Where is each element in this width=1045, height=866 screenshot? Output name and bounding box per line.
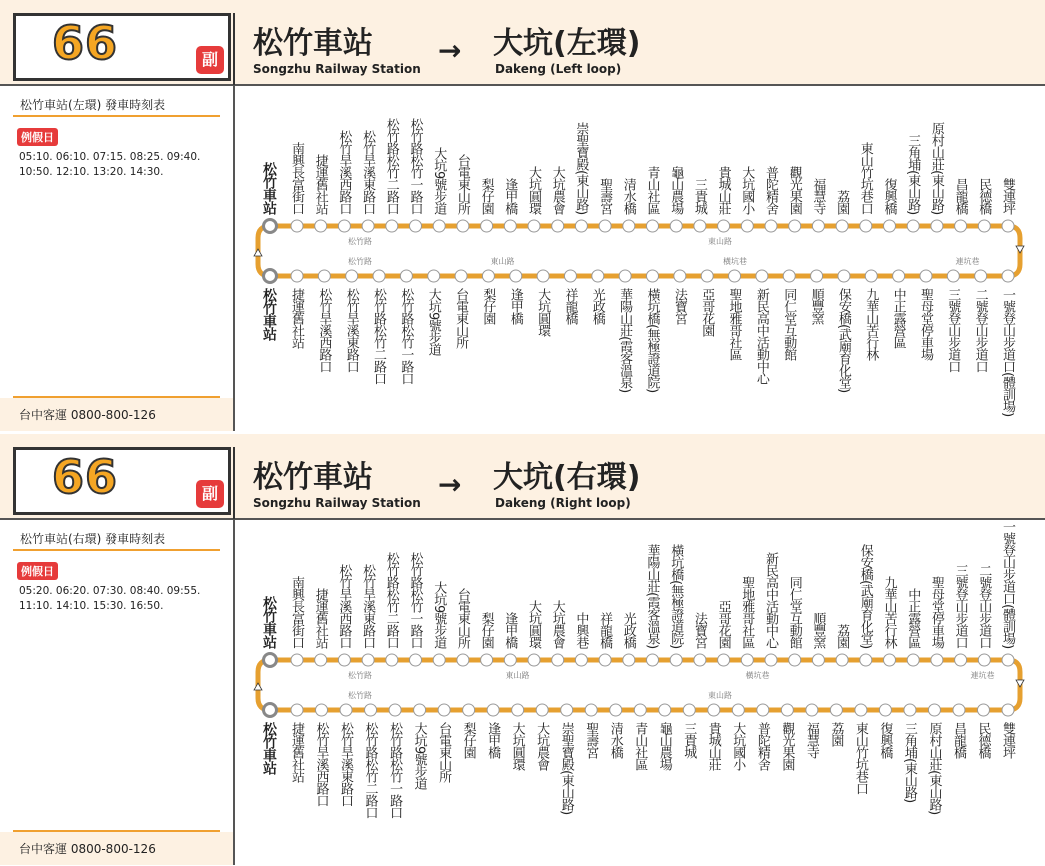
stop-marker	[634, 704, 646, 716]
stop-marker	[504, 654, 516, 666]
stop-marker	[836, 220, 848, 232]
destination-name-zh: 大坑(左環)	[493, 26, 641, 61]
stop-label: 一號登山步道口(體訓場)	[1000, 288, 1015, 417]
stop-label: 二號登山步道口	[972, 288, 988, 372]
stop-marker	[592, 270, 604, 282]
stop-marker	[338, 220, 350, 232]
stop-label: 松竹路松竹一路口	[387, 722, 403, 818]
stop-label: 法寶宮	[671, 288, 687, 324]
stop-marker	[893, 270, 905, 282]
stop-marker	[457, 220, 469, 232]
stop-label: 昌龍橋	[952, 178, 968, 214]
stop-marker	[457, 654, 469, 666]
stop-label: 華陽山莊(霞客溫泉)	[644, 543, 660, 648]
stop-marker	[765, 654, 777, 666]
stop-label: 松竹旱溪東路口	[343, 288, 359, 372]
stop-label: 聖壽宮	[583, 722, 599, 758]
stop-marker	[674, 270, 686, 282]
stop-label: 普陀精舍	[754, 722, 770, 770]
stop-label: 捷運舊社站	[312, 588, 328, 648]
stop-label: 大坑農會	[534, 722, 550, 770]
stop-label: 新民高中活動中心	[763, 552, 778, 648]
stop-label: 原村山莊(東山路)	[926, 722, 942, 815]
road-label: 橫坑巷	[723, 257, 747, 266]
stop-label: 松竹旱溪西路口	[336, 564, 352, 648]
stop-label: 亞哥花園	[699, 288, 715, 336]
stop-label: 華陽山莊(霞客溫泉)	[617, 288, 633, 393]
stop-marker	[811, 270, 823, 282]
stop-marker	[1002, 220, 1014, 232]
stop-marker	[575, 654, 587, 666]
stop-label: 民德橋	[976, 178, 992, 214]
sub-route-badge: 副	[196, 46, 224, 74]
road-label: 松竹路	[348, 237, 372, 246]
stop-marker	[512, 704, 524, 716]
stop-label: 祥龍橋	[562, 288, 578, 324]
stop-label: 福慧寺	[803, 722, 819, 758]
stop-label: 保安橋(武廟育化堂)	[835, 288, 851, 393]
stop-label: 貴城山莊	[705, 722, 721, 770]
stop-label: 二號登山步道口	[976, 564, 992, 648]
stop-marker	[694, 654, 706, 666]
direction-arrow-icon: →	[438, 468, 462, 501]
stop-label: 清水橋	[620, 178, 636, 214]
terminal-stop-label: 松竹車站	[261, 288, 277, 340]
stop-label: 中正露營區	[890, 288, 906, 348]
stop-label: 逢甲橋	[485, 722, 501, 758]
stop-marker	[947, 270, 959, 282]
stop-label: 祥龍橋	[597, 612, 613, 648]
stop-marker	[564, 270, 576, 282]
route-loop-line	[258, 226, 1020, 276]
stop-label: 龜山農場	[656, 722, 672, 770]
stop-marker	[920, 270, 932, 282]
operator-contact: 台中客運 0800-800-126	[19, 842, 156, 856]
stop-marker	[438, 704, 450, 716]
road-label: 東山路	[708, 237, 732, 246]
stop-marker	[781, 704, 793, 716]
route-number: 66	[52, 450, 119, 504]
road-label: 松竹路	[348, 671, 372, 680]
stop-label: 梨仔園	[460, 722, 476, 758]
stop-label: 逢甲橋	[502, 612, 518, 648]
stop-marker	[487, 704, 499, 716]
stop-marker	[812, 220, 824, 232]
stop-label: 昌龍橋	[950, 722, 966, 758]
stop-marker	[504, 220, 516, 232]
stop-marker	[365, 704, 377, 716]
stop-marker	[362, 654, 374, 666]
stop-label: 順豐窯	[810, 612, 826, 648]
stop-label: 青山社區	[644, 166, 660, 214]
stop-marker	[619, 270, 631, 282]
stop-label: 三貴城	[691, 178, 707, 214]
stop-marker	[647, 220, 659, 232]
stop-label: 松竹旱溪西路口	[313, 722, 329, 806]
stop-marker	[455, 270, 467, 282]
stop-label: 南興長富街口	[289, 576, 304, 648]
stop-marker	[884, 220, 896, 232]
stop-marker	[757, 704, 769, 716]
stop-marker	[884, 654, 896, 666]
stop-label: 三貴城	[681, 722, 697, 758]
stop-label: 梨仔園	[480, 288, 496, 324]
stop-label: 普陀精舍	[763, 166, 778, 214]
direction-arrow-icon: →	[438, 34, 462, 67]
stop-marker	[907, 220, 919, 232]
stop-marker	[955, 220, 967, 232]
departure-times-line: 10:50. 12:10. 13:20. 14:30.	[19, 166, 164, 178]
stop-label: 貴城山莊	[715, 166, 731, 214]
stop-marker	[433, 220, 445, 232]
stop-label: 松竹路松竹二路口	[383, 552, 399, 648]
holiday-badge: 例假日	[17, 128, 58, 146]
road-label: 東山路	[490, 257, 515, 266]
stop-label: 三號登山步道口	[952, 564, 968, 648]
stop-marker	[433, 654, 445, 666]
stop-label: 大坑9號步道	[431, 146, 447, 214]
stop-marker	[708, 704, 720, 716]
stop-label: 橫坑橋(無極證道院)	[668, 543, 684, 648]
stop-label: 新民高中活動中心	[753, 288, 769, 384]
direction-up-icon	[254, 249, 262, 256]
stop-marker	[291, 270, 303, 282]
stop-label: 荔園	[834, 190, 850, 214]
stop-marker	[386, 654, 398, 666]
stop-marker	[860, 220, 872, 232]
terminal-stop-marker	[264, 704, 277, 717]
stop-label: 九華山苦行林	[881, 576, 897, 648]
stop-label: 聖母堂停車場	[928, 576, 944, 648]
stop-marker	[647, 654, 659, 666]
stop-label: 雙連坪	[1000, 178, 1015, 214]
schedule-title: 松竹車站(右環) 發車時刻表	[20, 532, 166, 546]
stop-marker	[338, 654, 350, 666]
stop-label: 台電東山所	[454, 154, 470, 214]
stop-marker	[481, 654, 493, 666]
stop-marker	[855, 704, 867, 716]
stop-label: 松竹路松竹二路口	[371, 288, 387, 384]
stop-marker	[623, 654, 635, 666]
stop-marker	[789, 654, 801, 666]
stop-marker	[315, 654, 327, 666]
stop-marker	[414, 704, 426, 716]
stop-label: 松竹路松竹一路口	[398, 288, 414, 384]
stop-label: 一號登山步道口(體訓場)	[1000, 519, 1015, 648]
stop-marker	[931, 654, 943, 666]
stop-marker	[315, 220, 327, 232]
route-number: 66	[52, 16, 119, 70]
stop-label: 梨仔園	[478, 612, 494, 648]
departure-times-line: 11:10. 14:10. 15:30. 16:50.	[19, 600, 164, 612]
holiday-badge: 例假日	[17, 562, 58, 580]
stop-marker	[585, 704, 597, 716]
stop-marker	[860, 654, 872, 666]
stop-label: 松竹旱溪東路口	[338, 722, 354, 806]
stop-label: 大坑農會	[549, 600, 565, 648]
stop-label: 大坑國小	[739, 166, 755, 214]
stop-marker	[410, 220, 422, 232]
origin-name-zh: 松竹車站	[253, 460, 373, 495]
stop-label: 崇聖寶殿(東山路)	[558, 722, 574, 815]
stop-label: 觀光果園	[779, 722, 795, 770]
stop-marker	[978, 654, 990, 666]
stop-label: 中興巷	[573, 612, 589, 648]
stop-label: 橫坑橋(無極證道院)	[644, 288, 660, 393]
stop-label: 大坑圓環	[535, 288, 551, 336]
stop-label: 民德橋	[975, 722, 991, 758]
stop-label: 亞哥花園	[715, 600, 731, 648]
stop-marker	[659, 704, 671, 716]
direction-down-icon	[1016, 246, 1024, 253]
departure-times-line: 05:20. 06:20. 07:30. 08:40. 09:55.	[19, 585, 201, 597]
stop-label: 復興橋	[877, 722, 893, 758]
stop-marker	[670, 654, 682, 666]
stop-label: 東山竹坑巷口	[852, 722, 868, 794]
stop-marker	[291, 704, 303, 716]
stop-marker	[291, 220, 303, 232]
stop-marker	[830, 704, 842, 716]
road-label: 東山路	[708, 691, 732, 700]
stop-marker	[783, 270, 795, 282]
route-panel	[0, 434, 1045, 865]
stop-label: 福慧寺	[810, 178, 826, 214]
stop-marker	[838, 270, 850, 282]
schedule-title: 松竹車站(左環) 發車時刻表	[20, 98, 166, 112]
departure-times-line: 05:10. 06:10. 07:15. 08:25. 09:40.	[19, 151, 201, 163]
stop-marker	[536, 704, 548, 716]
stop-label: 聖地雅哥社區	[726, 288, 742, 360]
stop-marker	[865, 270, 877, 282]
road-label: 東山路	[505, 671, 530, 680]
direction-up-icon	[254, 683, 262, 690]
stop-label: 台電東山所	[436, 722, 452, 782]
stop-marker	[373, 270, 385, 282]
stop-marker	[400, 270, 412, 282]
terminal-stop-marker	[264, 220, 277, 233]
stop-marker	[806, 704, 818, 716]
stop-marker	[718, 654, 730, 666]
stop-marker	[931, 220, 943, 232]
stop-label: 逢甲橋	[507, 288, 523, 324]
stop-label: 大坑圓環	[526, 600, 541, 648]
stop-label: 保安橋(武廟育化堂)	[857, 543, 873, 648]
stop-label: 三角埔(東山路)	[905, 133, 921, 214]
stop-marker	[481, 220, 493, 232]
road-label: 連坑巷	[970, 671, 995, 680]
stop-marker	[537, 270, 549, 282]
stop-marker	[1002, 270, 1014, 282]
stop-label: 原村山莊(東山路)	[928, 121, 944, 214]
route-map	[0, 0, 1045, 431]
origin-name-en: Songzhu Railway Station	[253, 62, 421, 76]
stop-label: 松竹路松竹二路口	[362, 722, 378, 818]
stop-marker	[482, 270, 494, 282]
stop-label: 荔園	[828, 722, 844, 746]
stop-marker	[812, 654, 824, 666]
stop-marker	[647, 270, 659, 282]
stop-label: 中正露營區	[905, 588, 921, 648]
stop-label: 捷運舊社站	[289, 722, 304, 782]
stop-label: 三角埔(東山路)	[901, 722, 917, 803]
stop-marker	[729, 270, 741, 282]
road-label: 橫坑巷	[745, 671, 770, 680]
stop-label: 聖母堂停車場	[917, 288, 933, 360]
stop-label: 逢甲橋	[502, 178, 518, 214]
stop-label: 同仁堂互動館	[786, 576, 802, 648]
stop-marker	[975, 270, 987, 282]
stop-label: 大坑農會	[549, 166, 565, 214]
stop-marker	[718, 220, 730, 232]
stop-label: 台電東山所	[453, 288, 469, 348]
route-map	[0, 434, 1045, 865]
terminal-stop-marker	[264, 654, 277, 667]
stop-marker	[552, 654, 564, 666]
origin-name-zh: 松竹車站	[253, 26, 373, 61]
stop-marker	[879, 704, 891, 716]
stop-label: 大坑9號步道	[431, 580, 447, 648]
stop-marker	[955, 654, 967, 666]
stop-label: 松竹路松竹二路口	[383, 118, 399, 214]
stop-label: 梨仔園	[478, 178, 494, 214]
stop-marker	[928, 704, 940, 716]
road-label: 連坑巷	[955, 257, 980, 266]
stop-label: 同仁堂互動館	[781, 288, 797, 360]
stop-marker	[683, 704, 695, 716]
stop-label: 青山社區	[632, 722, 648, 770]
stop-label: 復興橋	[881, 178, 897, 214]
stop-marker	[510, 270, 522, 282]
road-label: 松竹路	[348, 691, 372, 700]
stop-marker	[528, 220, 540, 232]
destination-name-en: Dakeng (Right loop)	[495, 496, 631, 510]
stop-marker	[346, 270, 358, 282]
stop-marker	[741, 220, 753, 232]
stop-marker	[623, 220, 635, 232]
stop-marker	[732, 704, 744, 716]
operator-contact: 台中客運 0800-800-126	[19, 408, 156, 422]
stop-marker	[599, 654, 611, 666]
stop-label: 台電東山所	[454, 588, 470, 648]
stop-label: 東山竹坑巷口	[857, 142, 873, 214]
stop-label: 松竹路松竹一路口	[407, 118, 423, 214]
stop-marker	[701, 270, 713, 282]
stop-label: 大坑國小	[730, 722, 746, 770]
stop-label: 三號登山步道口	[945, 288, 961, 372]
stop-marker	[953, 704, 965, 716]
stop-marker	[552, 220, 564, 232]
stop-marker	[904, 704, 916, 716]
stop-marker	[599, 220, 611, 232]
direction-down-icon	[1016, 680, 1024, 687]
stop-marker	[1002, 704, 1014, 716]
stop-marker	[765, 220, 777, 232]
origin-name-en: Songzhu Railway Station	[253, 496, 421, 510]
stop-label: 光政橋	[620, 612, 636, 648]
stop-marker	[528, 654, 540, 666]
stop-label: 捷運舊社站	[289, 288, 304, 348]
stop-label: 雙連坪	[1000, 722, 1015, 758]
stop-marker	[362, 220, 374, 232]
stop-label: 聖壽宮	[597, 178, 613, 214]
road-label: 松竹路	[348, 257, 372, 266]
stop-marker	[741, 654, 753, 666]
terminal-stop-label: 松竹車站	[261, 596, 277, 648]
stop-label: 大坑9號步道	[411, 722, 427, 790]
stop-marker	[694, 220, 706, 232]
stop-label: 崇聖寶殿(東山路)	[573, 121, 589, 214]
stop-marker	[410, 654, 422, 666]
stop-label: 大坑9號步道	[425, 288, 441, 356]
stop-label: 大坑圓環	[526, 166, 541, 214]
stop-label: 大坑圓環	[509, 722, 525, 770]
stop-label: 觀光果園	[786, 166, 802, 214]
stop-marker	[389, 704, 401, 716]
stop-marker	[1002, 654, 1014, 666]
stop-label: 聖地雅哥社區	[739, 576, 755, 648]
stop-label: 松竹旱溪西路口	[336, 130, 352, 214]
stop-marker	[428, 270, 440, 282]
stop-label: 松竹旱溪東路口	[360, 130, 376, 214]
stop-label: 松竹旱溪西路口	[316, 288, 332, 372]
terminal-stop-label: 松竹車站	[261, 162, 277, 214]
stop-marker	[907, 654, 919, 666]
stop-label: 光政橋	[589, 288, 605, 324]
stop-marker	[291, 654, 303, 666]
stop-label: 龜山農場	[668, 166, 684, 214]
stop-marker	[561, 704, 573, 716]
stop-marker	[575, 220, 587, 232]
stop-label: 松竹路松竹一路口	[407, 552, 423, 648]
stop-marker	[340, 704, 352, 716]
terminal-stop-label: 松竹車站	[261, 722, 277, 774]
stop-marker	[318, 270, 330, 282]
terminal-stop-marker	[264, 270, 277, 283]
route-loop-line	[258, 660, 1020, 710]
stop-label: 捷運舊社站	[312, 154, 328, 214]
stop-label: 松竹旱溪東路口	[360, 564, 376, 648]
stop-label: 荔園	[834, 624, 850, 648]
stop-label: 南興長富街口	[289, 142, 304, 214]
stop-label: 清水橋	[607, 722, 623, 758]
stop-marker	[316, 704, 328, 716]
stop-marker	[977, 704, 989, 716]
stop-marker	[670, 220, 682, 232]
route-panel	[0, 0, 1045, 431]
stop-marker	[610, 704, 622, 716]
stop-marker	[789, 220, 801, 232]
destination-name-en: Dakeng (Left loop)	[495, 62, 622, 76]
stop-label: 法寶宮	[691, 612, 707, 648]
sub-route-badge: 副	[196, 480, 224, 508]
stop-label: 順豐窯	[808, 288, 824, 324]
stop-marker	[978, 220, 990, 232]
stop-label: 九華山苦行林	[863, 288, 879, 360]
stop-marker	[836, 654, 848, 666]
stop-marker	[386, 220, 398, 232]
stop-marker	[463, 704, 475, 716]
destination-name-zh: 大坑(右環)	[493, 460, 641, 495]
stop-marker	[756, 270, 768, 282]
